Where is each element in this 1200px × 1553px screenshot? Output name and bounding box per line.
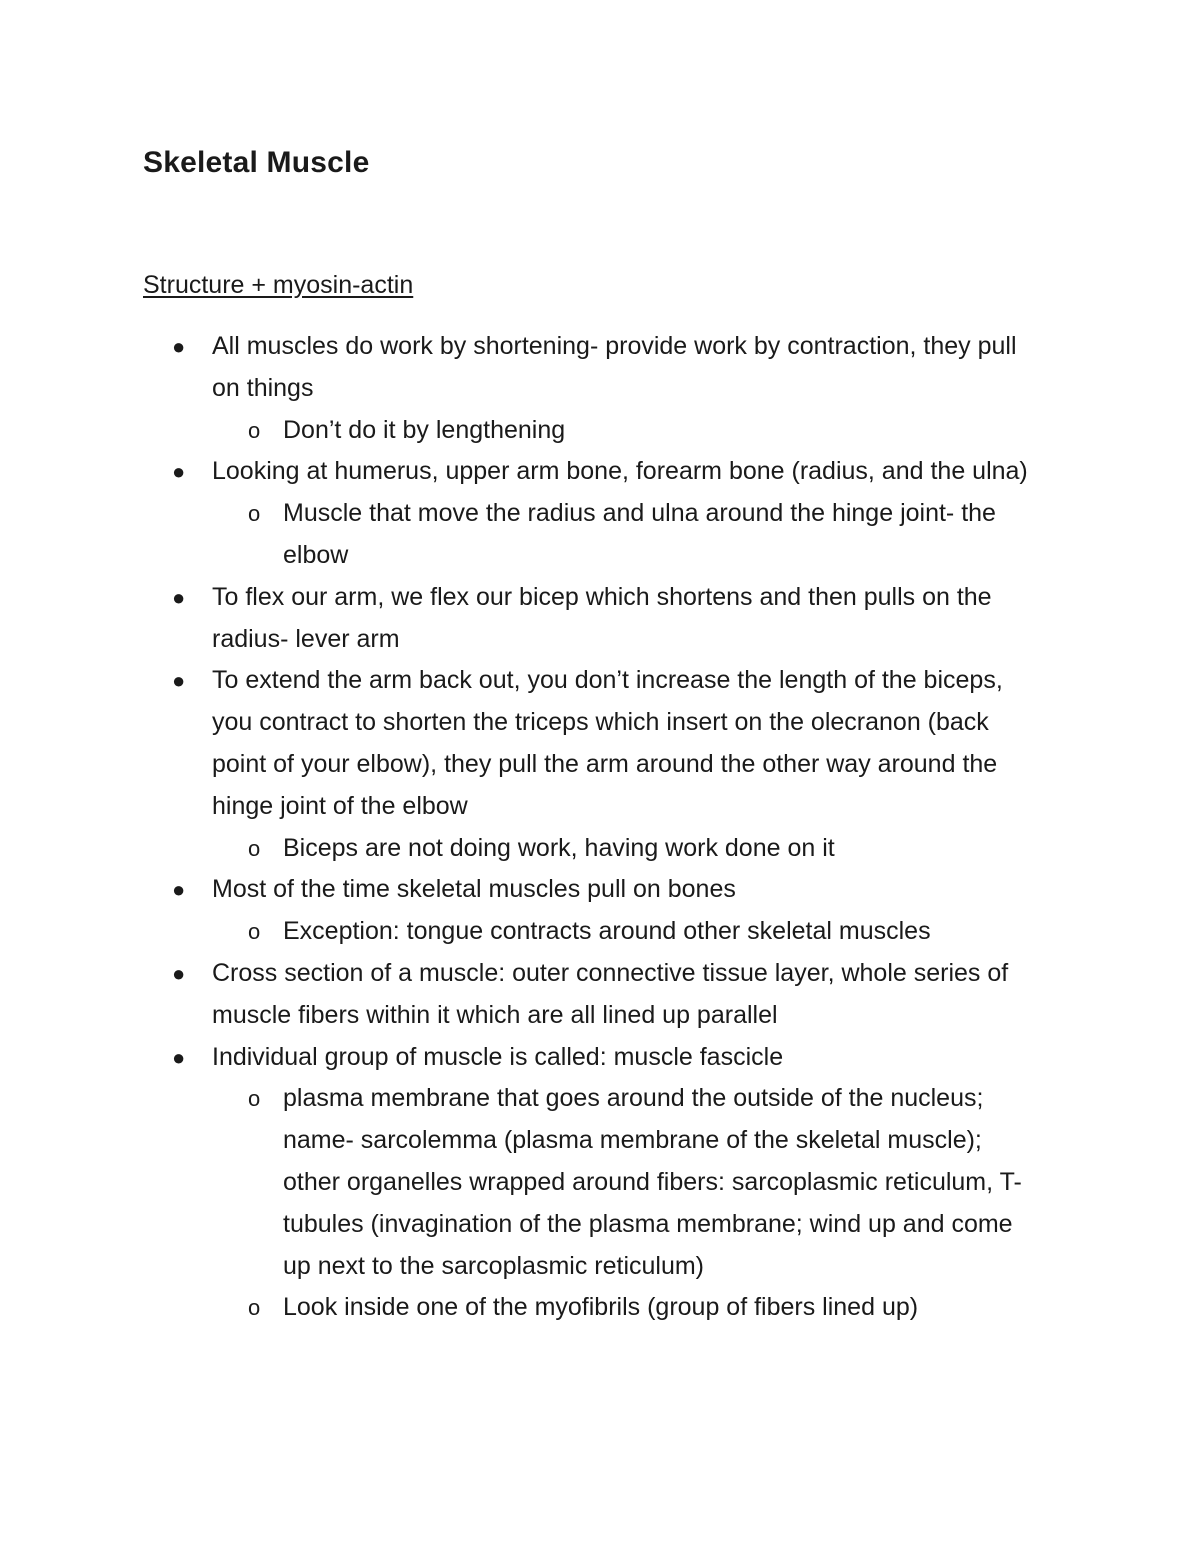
hollow-bullet-icon: o: [248, 501, 261, 527]
list-item-text: Cross section of a muscle: outer connective tissue layer, whole series of muscle fibers within it which are all lined up parallel: [212, 958, 1009, 1029]
hollow-bullet-icon: o: [248, 1295, 261, 1321]
list-item-text: plasma membrane that goes around the outside of the nucleus; name- sarcolemma (plasma membrane of the skeletal muscle); other organelles wrapped around fibers: sarcoplasmic reticulum, T-tubules (invagination of the plasma membrane; wind up and come up next to the sarcoplasmic reticulum): [283, 1084, 1022, 1280]
list-item-text: Biceps are not doing work, having work done on it: [283, 833, 835, 862]
list-item-text: Exception: tongue contracts around other skeletal muscles: [283, 917, 931, 946]
bullet-icon: ●: [172, 877, 186, 903]
list-item: [0, 660, 1042, 827]
list-item-text: To flex our arm, we flex our bicep which shortens and then pulls on the radius- lever arm: [212, 582, 992, 653]
list-item-text: Individual group of muscle is called: muscle fascicle: [212, 1042, 784, 1071]
list-item-text: All muscles do work by shortening- provide work by contraction, they pull on things: [212, 332, 1017, 402]
list-item-text: Muscle that move the radius and ulna around the hinge joint- the elbow: [283, 499, 996, 569]
hollow-bullet-icon: o: [248, 1086, 261, 1112]
list-item: [0, 911, 1043, 953]
list-item: [0, 953, 1042, 1037]
bullet-icon: ●: [172, 668, 186, 694]
list-item: [0, 869, 1042, 911]
list-item: [0, 1078, 1043, 1287]
bullet-icon: ●: [172, 960, 186, 986]
bullet-icon: ●: [172, 584, 186, 610]
list-item: [0, 493, 1043, 577]
bullet-icon: ●: [172, 334, 186, 359]
list-item: [0, 410, 1043, 452]
list-item: [0, 1287, 1043, 1329]
bullet-icon: ●: [172, 459, 186, 485]
list-item: [0, 451, 1042, 493]
list-item: [0, 828, 1043, 870]
list-item: [0, 1037, 1042, 1079]
bullet-icon: ●: [172, 1044, 186, 1070]
list-item: [0, 577, 1042, 661]
hollow-bullet-icon: o: [248, 919, 261, 945]
hollow-bullet-icon: o: [248, 417, 261, 443]
notes-list: [0, 326, 1200, 1329]
section-heading: Structure + myosin-actin: [143, 271, 414, 299]
list-item-text: Look inside one of the myofibrils (group of fibers lined up): [283, 1293, 919, 1322]
document-title: Skeletal Muscle: [143, 146, 370, 179]
hollow-bullet-icon: o: [248, 835, 261, 861]
list-item-text: To extend the arm back out, you don’t increase the length of the biceps, you contract to shorten the triceps which insert on the olecranon (back point of your elbow), they pull the arm around the other way around the hinge joint of the elbow: [212, 666, 1003, 820]
list-item-text: Looking at humerus, upper arm bone, forearm bone (radius, and the ulna): [212, 457, 1028, 486]
list-item: [0, 326, 1042, 410]
list-item-text: Don’t do it by lengthening: [283, 415, 566, 444]
list-item-text: Most of the time skeletal muscles pull on bones: [212, 875, 736, 904]
